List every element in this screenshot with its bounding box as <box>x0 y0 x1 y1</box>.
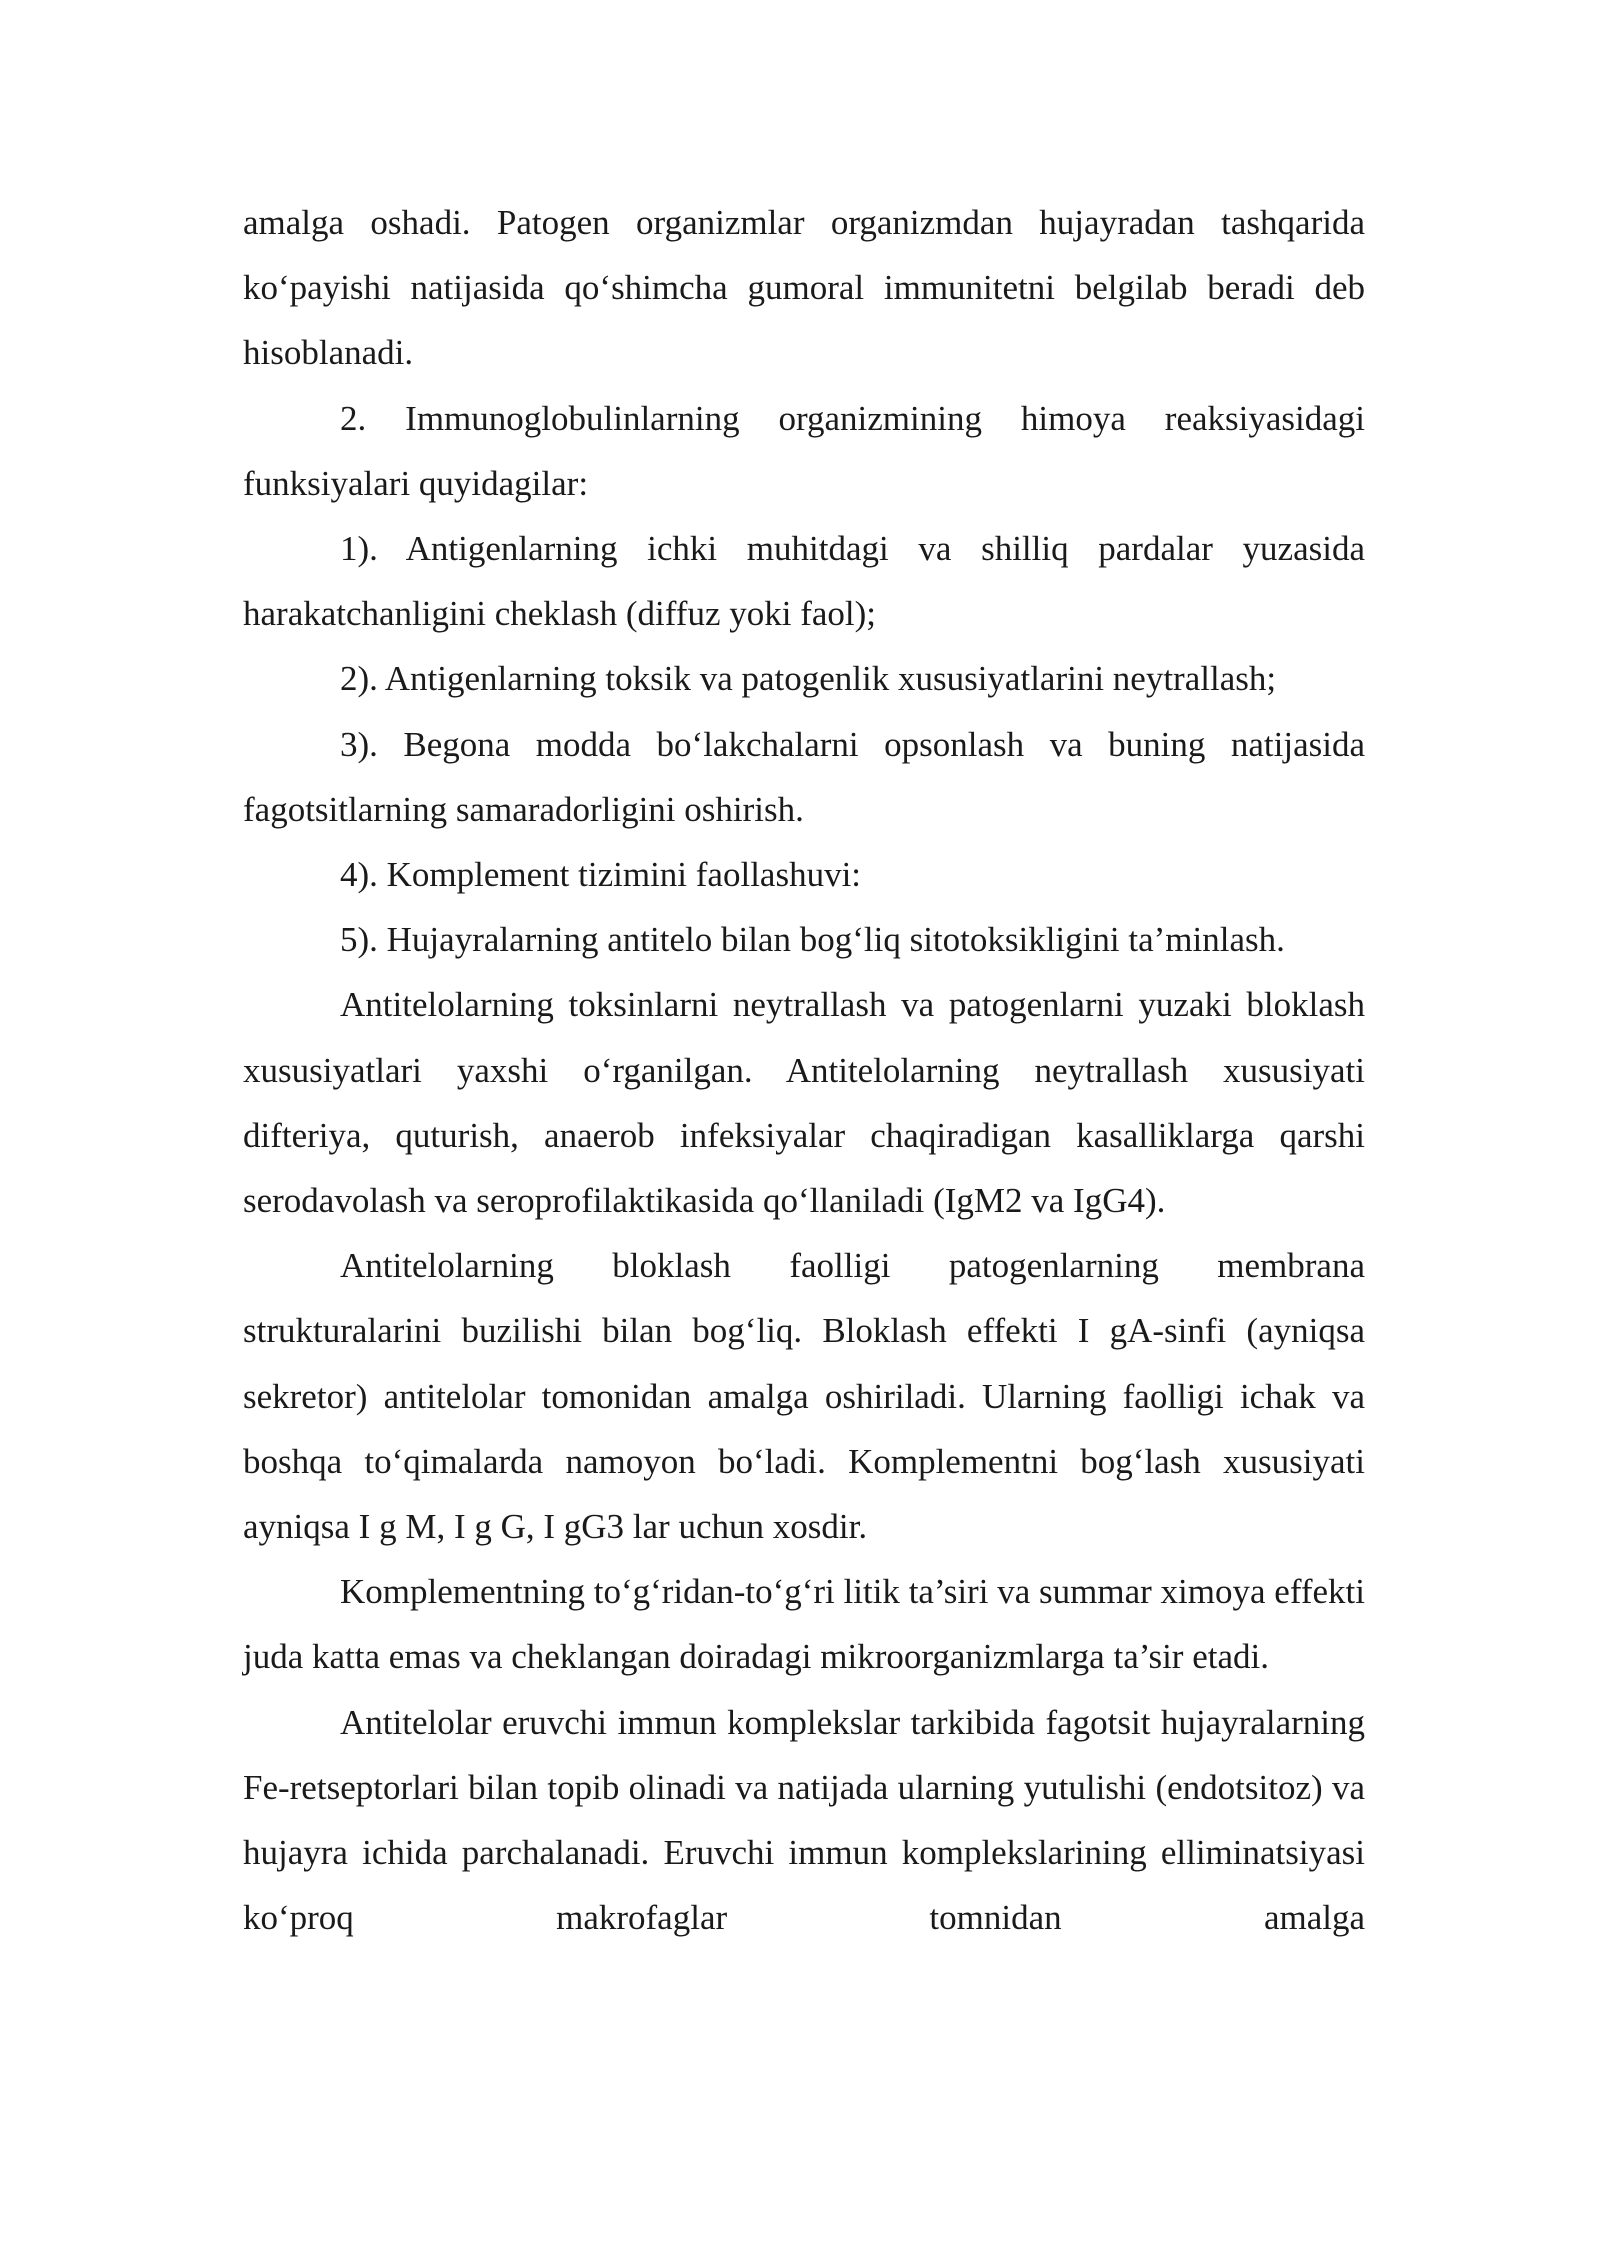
list-item-5: 5). Hujayralarning antitelo bilan bog‘liq sitotoksikligini ta’minlash. <box>340 920 1285 960</box>
paragraph-neutralization: Antitelolarning toksinlarni neytrallash va patogenlarni yuzaki bloklash xususiyatlari yaxshi o‘rganilgan. Antitelolarning neytrallash xususiyati difteriya, quturish, anaerob infeksiyalar chaqiradigan kasalliklarga qarshi serodavolash va seroprofilaktikasida qo‘llaniladi (IgM2 va IgG4). <box>243 985 1365 1221</box>
list-item-1: 1). Antigenlarning ichki muhitdagi va shilliq pardalar yuzasida harakatchanligini cheklash (diffuz yoki faol); <box>243 529 1365 634</box>
paragraph-continuation: amalga oshadi. Patogen organizmlar organizmdan hujayradan tashqarida ko‘payishi natijasida qo‘shimcha gumoral immunitetni belgilab beradi deb hisoblanadi. <box>243 203 1365 373</box>
paragraph-functions-intro: 2. Immunoglobulinlarning organizmining himoya reaksiyasidagi funksiyalari quyidagilar: <box>243 398 1365 503</box>
list-item-3: 3). Begona modda bo‘lakchalarni opsonlash va buning natijasida fagotsitlarning samaradorligini oshirish. <box>243 724 1365 829</box>
paragraph-complement: Komplementning to‘g‘ridan-to‘g‘ri litik ta’siri va summar ximoya effekti juda katta emas va cheklangan doiradagi mikroorganizmlarga ta’sir etadi. <box>243 1572 1365 1677</box>
paragraph-blocking: Antitelolarning bloklash faolligi patogenlarning membrana strukturalarini buzilishi bilan bog‘liq. Bloklash effekti I gA-sinfi (ayniqsa sekretor) antitelolar tomonidan amalga oshiriladi. Ularning faolligi ichak va boshqa to‘qimalarda namoyon bo‘ladi. Komplementni bog‘lash xususiyati ayniqsa I g M, I g G, I gG3 lar uchun xosdir. <box>243 1246 1365 1547</box>
paragraph-immune-complexes: Antitelolar eruvchi immun komplekslar tarkibida fagotsit hujayralarning Fe-retseptorlari bilan topib olinadi va natijada ularning yutulishi (endotsitoz) va hujayra ichida parchalanadi. Eruvchi immun komplekslarining elliminatsiyasi ko‘proq makrofaglar tomnidan amalga <box>243 1702 1365 1938</box>
body-text <box>243 190 1365 1950</box>
list-item-4: 4). Komplement tizimini faollashuvi: <box>340 855 862 895</box>
list-item-2: 2). Antigenlarning toksik va patogenlik xususiyatlarini neytrallash; <box>340 659 1277 699</box>
